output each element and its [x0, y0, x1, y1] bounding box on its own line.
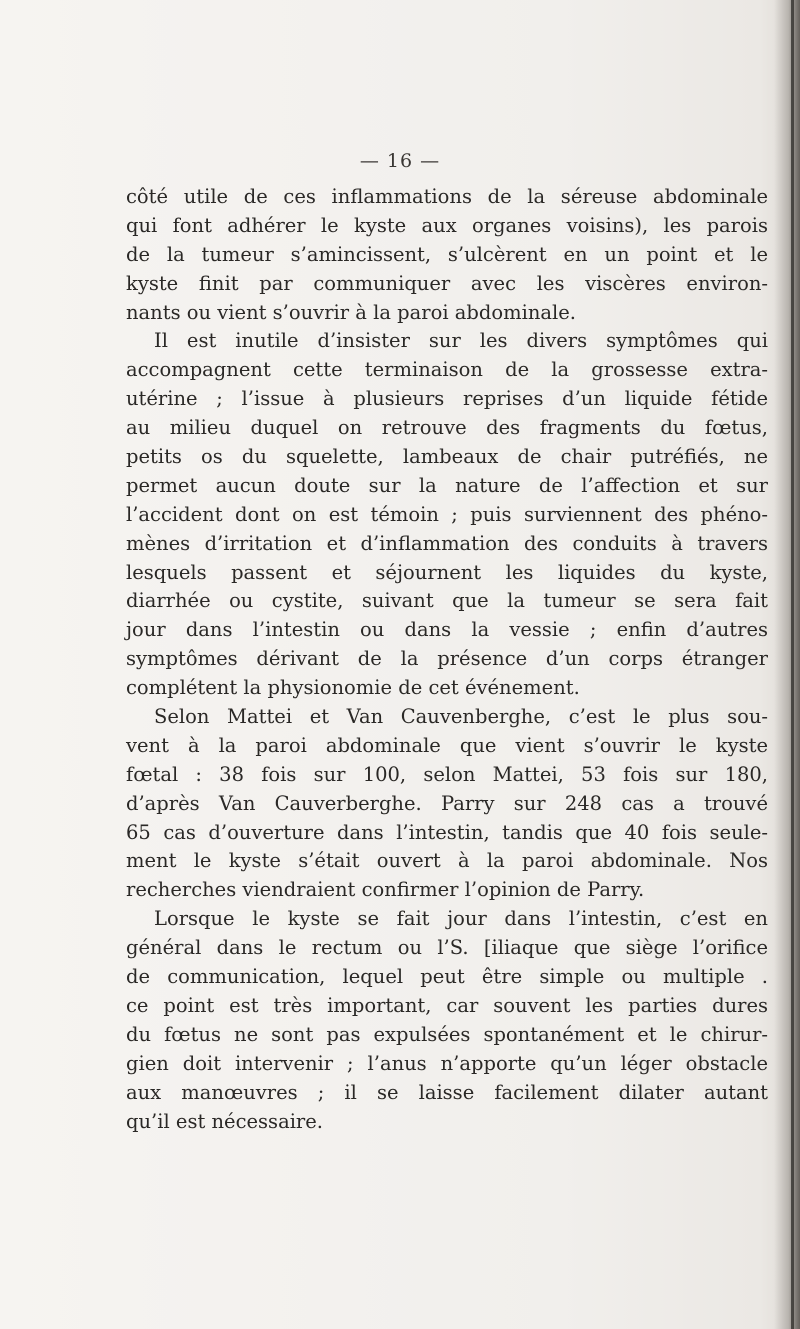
- text-line: côté utile de ces inflammations de la séreuse abdominale: [126, 185, 768, 208]
- text-line: de la tumeur s’amincissent, s’ulcèrent en un point et le: [126, 242, 768, 266]
- text-line: aux manœuvres ; il se laisse facilement dilater autant: [126, 1080, 768, 1104]
- binding-edge: [791, 0, 794, 1329]
- text-line: l’accident dont on est témoin ; puis surviennent des phéno-: [126, 502, 768, 526]
- text-line: jour dans l’intestin ou dans la vessie ; enfin d’autres: [126, 618, 768, 642]
- text-line: permet aucun doute sur la nature de l’affection et sur: [126, 473, 768, 497]
- text-line: Il est inutile d’insister sur les divers symptômes qui: [154, 329, 768, 353]
- text-line: recherches viendraient confirmer l’opinion de Parry.: [126, 878, 645, 902]
- body-text: [126, 183, 768, 1136]
- text-line: du fœtus ne sont pas expulsées spontanément et le chirur-: [126, 1022, 768, 1046]
- text-line: fœtal : 38 fois sur 100, selon Mattei, 53 fois sur 180,: [126, 762, 768, 786]
- text-line: vent à la paroi abdominale que vient s’ouvrir le kyste: [126, 733, 768, 757]
- text-line: petits os du squelette, lambeaux de chair putréfiés, ne: [126, 445, 768, 469]
- page-edge-shadow: [774, 0, 800, 1329]
- text-line: mènes d’irritation et d’inflammation des conduits à travers: [126, 531, 768, 555]
- text-line: Lorsque le kyste se fait jour dans l’intestin, c’est en: [154, 907, 768, 931]
- text-line: diarrhée ou cystite, suivant que la tumeur se sera fait: [126, 589, 768, 613]
- text-line: ce point est très important, car souvent les parties dures: [126, 993, 768, 1017]
- text-line: 65 cas d’ouverture dans l’intestin, tandis que 40 fois seule-: [126, 820, 768, 844]
- text-line: général dans le rectum ou l’S. [iliaque que siège l’orifice: [126, 936, 768, 960]
- text-line: kyste finit par communiquer avec les viscères environ-: [126, 271, 768, 295]
- text-line: accompagnent cette terminaison de la grossesse extra-: [126, 358, 768, 382]
- text-line: utérine ; l’issue à plusieurs reprises d’un liquide fétide: [126, 387, 768, 411]
- text-line: Selon Mattei et Van Cauvenberghe, c’est le plus sou-: [154, 705, 768, 729]
- text-line: symptômes dérivant de la présence d’un corps étranger: [126, 647, 768, 671]
- text-line: ment le kyste s’était ouvert à la paroi abdominale. Nos: [126, 849, 768, 873]
- text-line: d’après Van Cauverberghe. Parry sur 248 cas a trouvé: [126, 791, 768, 815]
- text-line: complétent la physionomie de cet événement.: [126, 676, 580, 700]
- text-line: qui font adhérer le kyste aux organes voisins), les parois: [126, 213, 768, 237]
- text-line: de communication, lequel peut être simple ou multiple .: [126, 965, 768, 989]
- text-line: nants ou vient s’ouvrir à la paroi abdominale.: [126, 300, 576, 324]
- text-line: gien doit intervenir ; l’anus n’apporte qu’un léger obstacle: [126, 1051, 768, 1075]
- text-line: lesquels passent et séjournent les liquides du kyste,: [126, 560, 768, 584]
- text-line: au milieu duquel on retrouve des fragments du fœtus,: [126, 416, 768, 440]
- text-line: qu’il est nécessaire.: [126, 1109, 323, 1133]
- page-number: — 16 —: [359, 150, 441, 172]
